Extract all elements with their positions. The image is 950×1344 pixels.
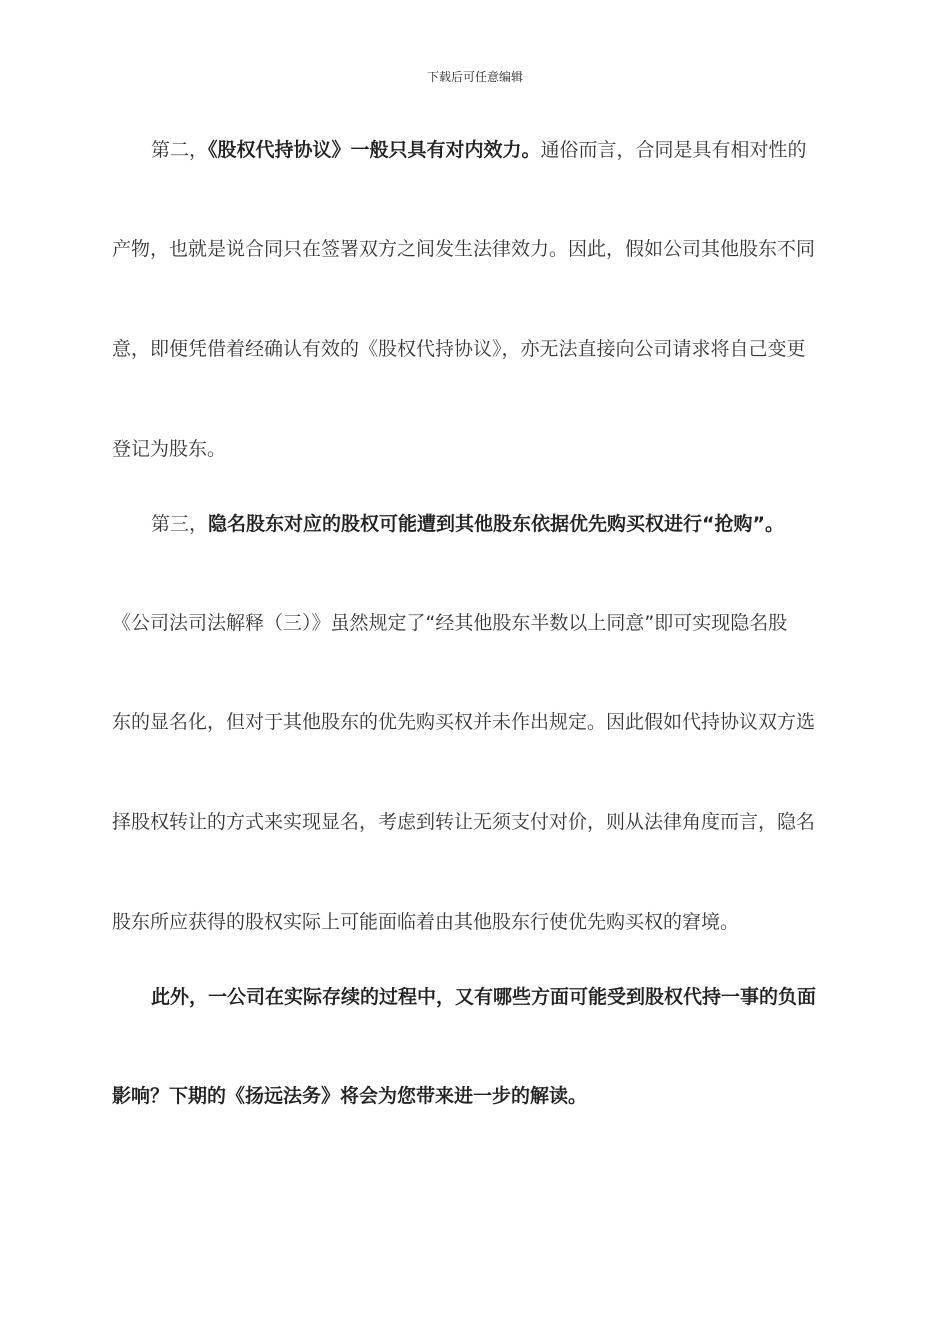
paragraph-3-line-1: 此外，一公司在实际存续的过程中，又有哪些方面可能受到股权代持一事的负面 — [151, 986, 817, 1008]
bold-text-run: 隐名股东对应的股权可能遭到其他股东依据优先购买权进行“抢购”。 — [208, 513, 784, 535]
paragraph-1-line-1 — [151, 138, 807, 162]
paragraph-2-line-5: 股东所应获得的股权实际上可能面临着由其他股东行使优先购买权的窘境。 — [112, 911, 740, 933]
paragraph-2-line-4: 择股权转让的方式来实现显名，考虑到转让无须支付对价，则从法律角度而言，隐名 — [112, 811, 816, 833]
paragraph-1-line-3: 意，即便凭借着经确认有效的《股权代持协议》，亦无法直接向公司请求将自己变更 — [112, 338, 806, 360]
text-run: 第二， — [151, 139, 209, 161]
paragraph-2-line-1 — [151, 512, 784, 536]
paragraph-1-line-2: 产物，也就是说合同只在签署双方之间发生法律效力。因此，假如公司其他股东不同 — [112, 238, 816, 260]
paragraph-2-line-3: 东的显名化，但对于其他股东的优先购买权并未作出规定。因此假如代持协议双方选 — [112, 711, 816, 733]
paragraph-1-line-4: 登记为股东。 — [112, 438, 227, 460]
text-run: 通俗而言，合同是具有相对性的 — [540, 139, 807, 161]
page-header: 下载后可任意编辑 — [426, 70, 523, 84]
text-run: 第三， — [151, 513, 209, 535]
paragraph-3-line-2: 影响？下期的《扬远法务》将会为您带来进一步的解读。 — [112, 1085, 588, 1107]
bold-text-run: 《股权代持协议》一般只具有对内效力。 — [208, 139, 541, 161]
paragraph-2-line-2: 《公司法司法解释（三）》虽然规定了“经其他股东半数以上同意”即可实现隐名股 — [112, 612, 788, 634]
